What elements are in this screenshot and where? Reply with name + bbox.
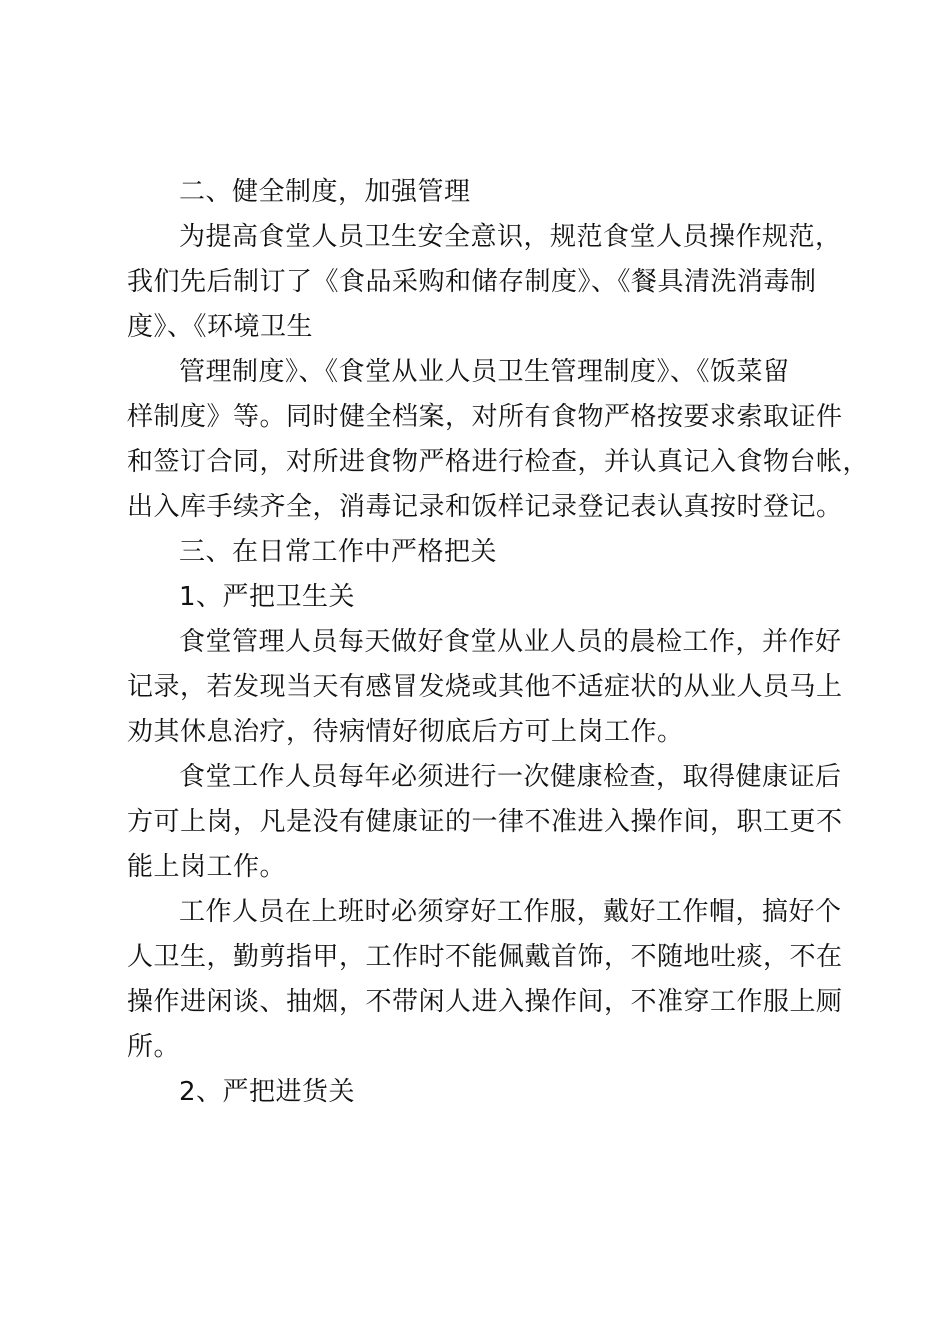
paragraph-line: 食堂工作人员每年必须进行一次健康检查，取得健康证后 — [179, 762, 842, 792]
subsection-heading: 1、严把卫生关 — [179, 582, 356, 612]
document-body — [127, 170, 870, 1115]
paragraph-line: 操作进闲谈、抽烟，不带闲人进入操作间，不准穿工作服上厕 — [127, 987, 843, 1017]
paragraph-line: 出入库手续齐全，消毒记录和饭样记录登记表认真按时登记。 — [127, 492, 843, 522]
paragraph-line: 食堂管理人员每天做好食堂从业人员的晨检工作，并作好 — [179, 627, 842, 657]
paragraph-line: 劝其休息治疗，待病情好彻底后方可上岗工作。 — [127, 717, 684, 747]
paragraph-line: 和签订合同，对所进食物严格进行检查，并认真记入食物台帐， — [127, 447, 870, 477]
subsection-heading: 2、严把进货关 — [179, 1077, 356, 1107]
paragraph-line: 方可上岗，凡是没有健康证的一律不准进入操作间，职工更不 — [127, 807, 843, 837]
paragraph-line: 管理制度》、《食堂从业人员卫生管理制度》、《饭菜留 — [179, 357, 790, 387]
paragraph-line: 记录，若发现当天有感冒发烧或其他不适症状的从业人员马上 — [127, 672, 843, 702]
section-heading: 三、在日常工作中严格把关 — [179, 537, 498, 567]
section-heading: 二、健全制度，加强管理 — [179, 177, 471, 207]
paragraph-line: 所。 — [127, 1032, 181, 1062]
paragraph-line: 工作人员在上班时必须穿好工作服，戴好工作帽，搞好个 — [179, 897, 842, 927]
paragraph-line: 为提高食堂人员卫生安全意识，规范食堂人员操作规范， — [179, 222, 842, 252]
paragraph-line: 我们先后制订了《食品采购和储存制度》、《餐具清洗消毒制 — [127, 267, 817, 297]
paragraph-line: 度》、《环境卫生 — [127, 312, 314, 342]
paragraph-line: 能上岗工作。 — [127, 852, 287, 882]
paragraph-line: 人卫生，勤剪指甲，工作时不能佩戴首饰，不随地吐痰，不在 — [127, 942, 843, 972]
paragraph-line: 样制度》等。同时健全档案，对所有食物严格按要求索取证件 — [127, 402, 843, 432]
